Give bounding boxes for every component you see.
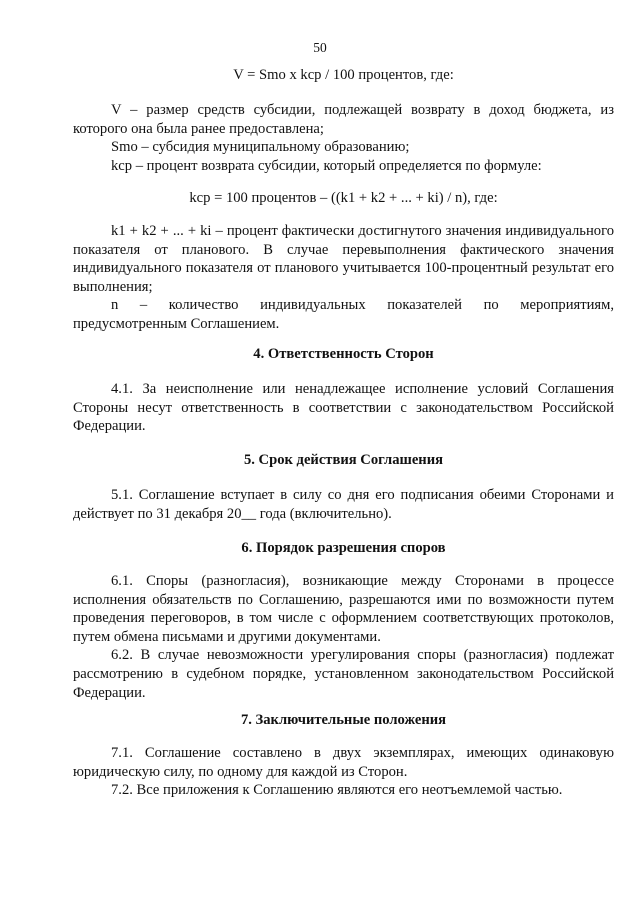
section-5 [73, 451, 614, 470]
section-4-body [73, 380, 614, 436]
paragraph: 4.1. За неисполнение или ненадлежащее исполнение условий Соглашения Стороны несут ответственность в соответствии с законодательством Российской Федерации. [73, 381, 614, 435]
definitions-k [73, 222, 614, 334]
section-6-body [73, 572, 614, 702]
page-number: 50 [313, 40, 327, 55]
section-7-body [73, 744, 614, 800]
section-title: 6. Порядок разрешения споров [241, 540, 446, 556]
paragraph: 7.2. Все приложения к Соглашению являются его неотъемлемой частью. [111, 782, 563, 799]
section-4 [73, 345, 614, 364]
definition-smo: Smo – субсидия муниципальному образованию; [111, 139, 410, 156]
paragraph: 7.1. Соглашение составлено в двух экземплярах, имеющих одинаковую юридическую силу, по одному для каждой из Сторон. [73, 745, 614, 780]
formula-v-block [73, 66, 614, 85]
paragraph: 6.1. Споры (разногласия), возникающие между Сторонами в процессе исполнения обязательств по Соглашению, разрешаются ими по возможности путем проведения переговоров, в том числе с оформлением соответствующих протоколов, путем обмена письмами и другими документами. [73, 573, 614, 645]
section-5-body [73, 486, 614, 523]
section-6 [73, 539, 614, 558]
formula-kcp: kcp = 100 процентов – ((k1 + k2 + ... + ki) / n), где: [189, 190, 498, 206]
section-title: 7. Заключительные положения [240, 712, 447, 728]
definition-n: n – количество индивидуальных показателей по мероприятиям, предусмотренным Соглашением. [73, 297, 614, 332]
formula-kcp-block [73, 189, 614, 208]
paragraph: 5.1. Соглашение вступает в силу со дня его подписания обеими Сторонами и действует по 31 декабря 20__ года (включительно). [73, 487, 614, 522]
definitions-v [73, 101, 614, 175]
section-title: 4. Ответственность Сторон [253, 346, 434, 362]
paragraph: 6.2. В случае невозможности урегулирования споры (разногласия) подлежат рассмотрению в судебном порядке, установленном законодательством Российской Федерации. [73, 647, 614, 701]
section-7 [73, 711, 614, 730]
definition-k: k1 + k2 + ... + ki – процент фактически достигнутого значения индивидуального показателя от планового. В случае перевыполнения фактического значения индивидуального показателя от планового учитывается 100-процентный результат его выполнения; [73, 223, 614, 295]
definition-kcp: kcp – процент возврата субсидии, который определяется по формуле: [111, 157, 542, 174]
formula-v: V = Smo x kcp / 100 процентов, где: [233, 67, 454, 83]
section-title: 5. Срок действия Соглашения [243, 452, 444, 468]
definition-v: V – размер средств субсидии, подлежащей возврату в доход бюджета, из которого она была ранее предоставлена; [73, 102, 614, 137]
